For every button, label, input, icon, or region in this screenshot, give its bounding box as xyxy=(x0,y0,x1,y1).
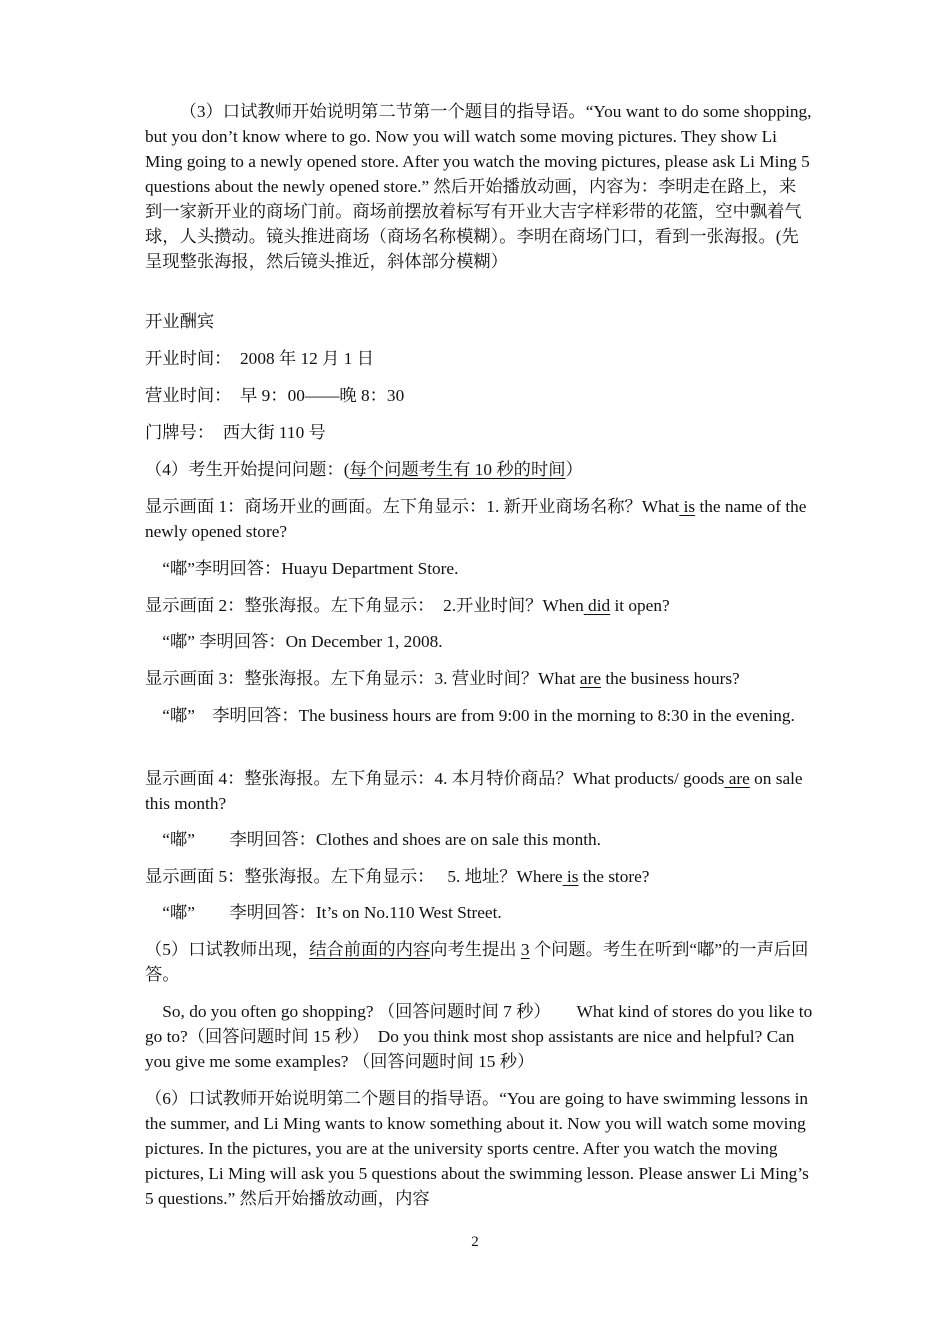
screen-2-question xyxy=(145,593,813,618)
screen-5-question-suffix: the store? xyxy=(578,867,650,886)
screen-3-question-prefix: 显示画面 3：整张海报。左下角显示：3. 营业时间？What xyxy=(145,669,580,688)
poster-title: 开业酬宾 xyxy=(145,312,215,331)
section-4-heading xyxy=(145,457,813,482)
screen-4-question-prefix: 显示画面 4：整张海报。左下角显示：4. 本月特价商品？What products/ goods xyxy=(145,769,725,788)
section-4-underlined: 每个问题考生有 10 秒的时间 xyxy=(349,460,566,479)
screen-1-question-verb: is xyxy=(679,497,696,516)
screen-5-question xyxy=(145,864,813,889)
screen-1-question-prefix: 显示画面 1：商场开业的画面。左下角显示：1. 新开业商场名称？What xyxy=(145,497,680,516)
screen-2-question-verb: did xyxy=(583,596,611,615)
screen-3-question xyxy=(145,666,813,691)
section-5-prefix: （5）口试教师出现， xyxy=(145,940,310,959)
section-5-underlined-count: 3 xyxy=(520,940,530,959)
screen-4-question-suffix: on sale this month? xyxy=(145,769,803,813)
section-5-paragraph xyxy=(145,937,813,987)
poster-address: 门牌号： 西大街 110 号 xyxy=(145,423,326,442)
questions-paragraph: So, do you often go shopping? （回答问题时间 7 秒） What kind of stores do you like to go to?（回答问题时间 15 秒） Do you think most shop assistants are nice and helpful? Can you give me some examples? （回答问题时间 15 秒） xyxy=(145,1002,813,1071)
screen-1-answer: “嘟”李明回答：Huayu Department Store. xyxy=(162,559,459,578)
poster-open-time: 开业时间： 2008 年 12 月 1 日 xyxy=(145,349,374,368)
screen-3-question-verb: are xyxy=(579,669,602,688)
screen-1-question-suffix: the name of the newly opened store? xyxy=(145,497,807,541)
screen-5-question-prefix: 显示画面 5：整张海报。左下角显示： 5. 地址？Where xyxy=(145,867,563,886)
screen-5-question-verb: is xyxy=(562,867,579,886)
screen-4-answer: “嘟” 李明回答：Clothes and shoes are on sale this month. xyxy=(162,830,601,849)
screen-3-question-suffix: the business hours? xyxy=(601,669,740,688)
screen-2-question-prefix: 显示画面 2：整张海报。左下角显示： 2.开业时间？When xyxy=(145,596,584,615)
screen-5-answer: “嘟” 李明回答：It’s on No.110 West Street. xyxy=(162,903,502,922)
screen-2-answer: “嘟” 李明回答：On December 1, 2008. xyxy=(162,632,443,651)
page-number: 2 xyxy=(471,1234,479,1250)
section-5-suffix: 个问题。考生在听到“嘟”的一声后回答。 xyxy=(145,940,809,984)
screen-1-question xyxy=(145,494,813,544)
screen-4-question-verb: are xyxy=(724,769,750,788)
section-4-prefix: （4）考生开始提问问题：( xyxy=(145,460,350,479)
section-3-paragraph: （3）口试教师开始说明第二节第一个题目的指导语。“You want to do some shopping, but you don’t know where to go. Now you will watch some moving pictures. They show Li Ming going to a newly opened store. After you watch the moving pictures, please ask Li Ming 5 questions about the newly opened store.” 然后开始播放动画，内容为：李明走在路上，来到一家新开业的商场门前。商场前摆放着标写有开业大吉字样彩带的花篮，空中飘着气球，人头攒动。镜头推进商场（商场名称模糊）。李明在商场门口，看到一张海报。(先呈现整张海报，然后镜头推近，斜体部分模糊） xyxy=(145,102,812,271)
section-4-suffix: ） xyxy=(565,460,583,479)
section-5-middle: 向考生提出 xyxy=(430,940,521,959)
section-5-underlined-context: 结合前面的内容 xyxy=(309,940,431,959)
screen-2-question-suffix: it open? xyxy=(610,596,670,615)
poster-business-hours: 营业时间： 早 9：00——晚 8：30 xyxy=(145,386,405,405)
screen-3-answer: “嘟” 李明回答：The business hours are from 9:00 in the morning to 8:30 in the evening. xyxy=(162,706,795,725)
screen-4-question xyxy=(145,766,813,816)
section-6-paragraph: （6）口试教师开始说明第二个题目的指导语。“You are going to have swimming lessons in the summer, and Li Ming wants to know something about it. Now you will watch some moving pictures. In the pictures, you are at the university sports centre. After you watch the moving pictures, Li Ming will ask you 5 questions about the swimming lesson. Please answer Li Ming’s 5 questions.” 然后开始播放动画，内容 xyxy=(145,1089,809,1208)
